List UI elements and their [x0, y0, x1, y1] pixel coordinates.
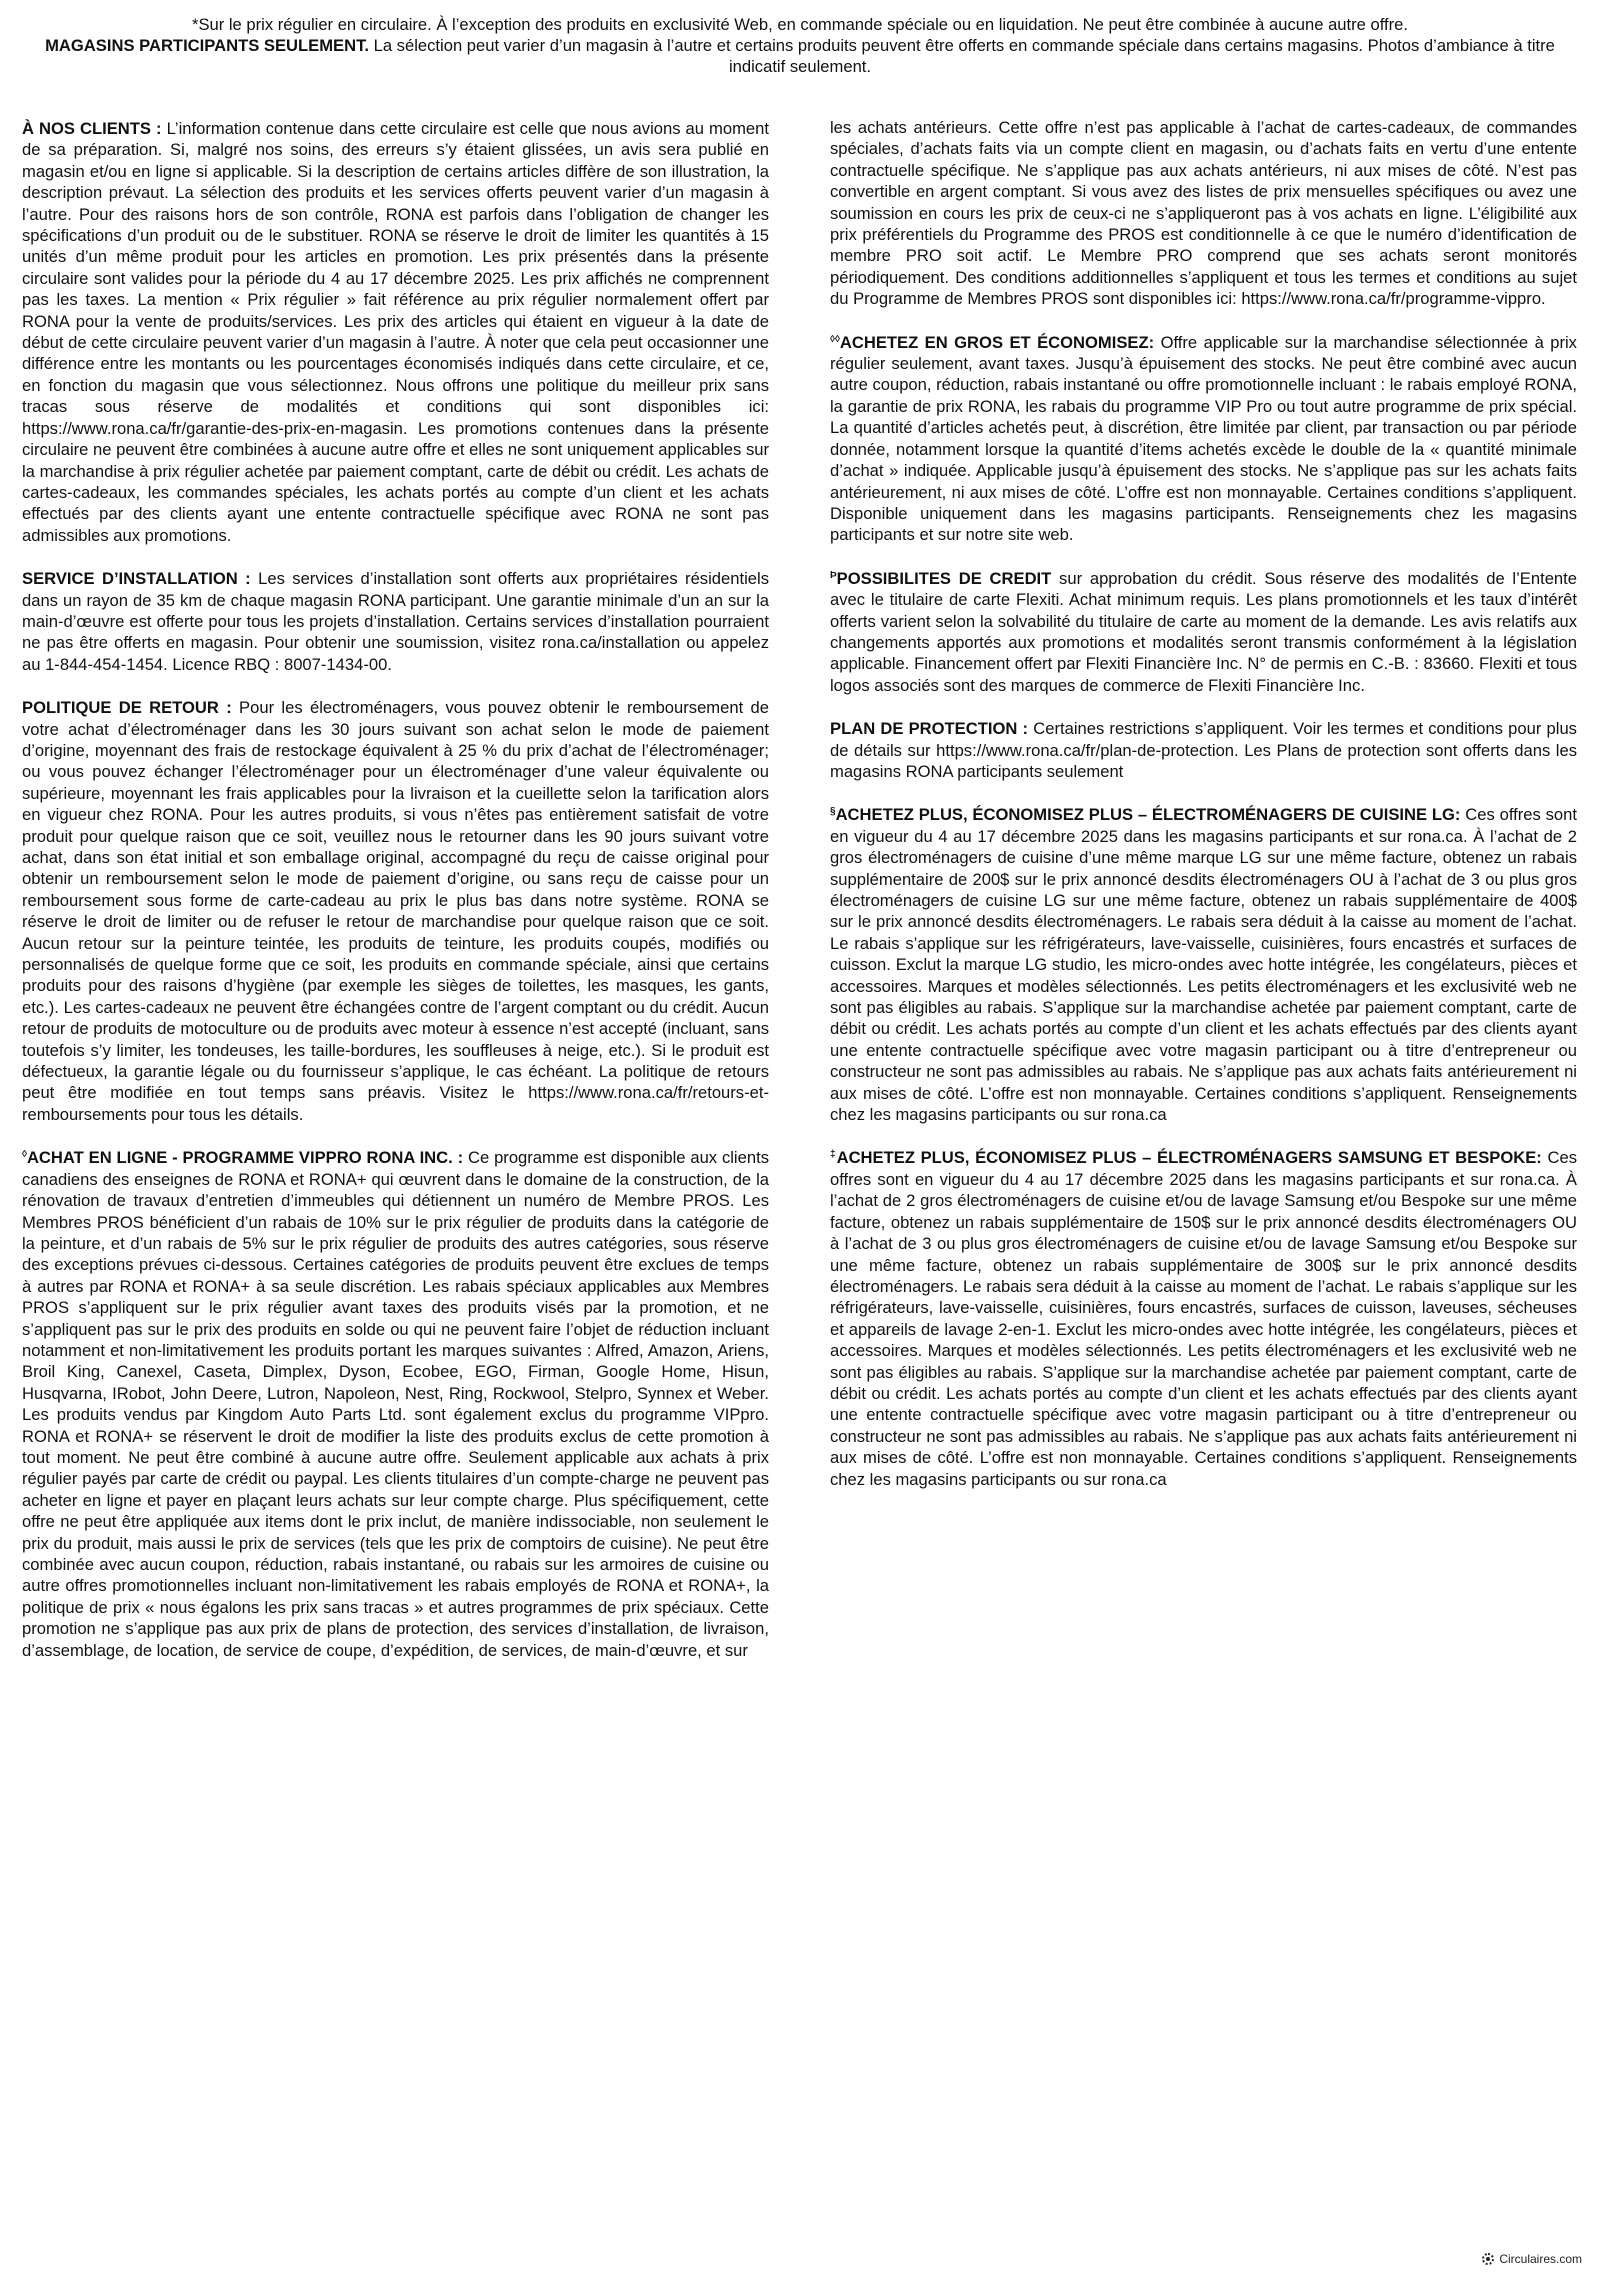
footer-brand: Circulaires.com: [1499, 2252, 1582, 2266]
footer-watermark[interactable]: [1482, 2252, 1582, 2266]
section-clients: [22, 118, 769, 546]
section-gros: [830, 332, 1577, 546]
section-retour: [22, 697, 769, 1125]
section-samsung-body: Ces offres sont en vigueur du 4 au 17 décembre 2025 dans les magasins participants et sur rona.ca. À l’achat de 2 gros électroménagers de cuisine et/ou de lavage Samsung et/ou Bespoke sur une même facture, obtenez un rabais supplémentaire de 150$ sur le prix annoncé desdits électroménagers OU à l’achat de 3 ou plus gros électroménagers de cuisine et/ou de lavage Samsung et/ou Bespoke sur une même facture, obtenez un rabais supplémentaire de 300$ sur le prix annoncé desdits électroménagers. Le rabais sera déduit à la caisse au moment de l’achat. Le rabais s’applique sur les réfrigérateurs, lave-vaisselle, cuisinières, fours encastrés, surfaces de cuisson, laveuses, sécheuses et appareils de lavage 2-en-1. Exclut les micro-ondes avec hotte intégrée, les congélateurs, pièces et accessoires. Marques et modèles sélectionnés. Les petits électroménagers et les exclusivité web ne sont pas éligibles au rabais. S’applique sur la marchandise achetée par paiement comptant, carte de débit ou crédit. Les achats portés au compte d’un client et les achats effectués par des clients ayant une entente contractuelle spécifique avec votre magasin participant ou à titre d’entrepreneur ou constructeur ne sont pas admissibles au rabais. Ne s’applique pas aux achats faits antérieurement ni aux mises de côté. L’offre est non monnayable. Certaines conditions s’appliquent. Renseignements chez les magasins participants ou sur rona.ca: [830, 1148, 1577, 1489]
gear-icon: [1482, 2253, 1494, 2265]
disclaimer-header: [40, 14, 1560, 77]
section-installation-body: Les services d’installation sont offerts aux propriétaires résidentiels dans un rayon de 35 km de chaque magasin RONA participant. Une garantie minimale d’un an sur la main-d’œuvre est offerte pour tous les projets d’installation. Certains services d’installation pourraient ne pas être offerts en magasin. Pour obtenir une soumission, visitez rona.ca/installation ou appelez au 1-844-454-1454. Licence RBQ : 8007-1434-00.: [22, 569, 769, 674]
section-gros-body: Offre applicable sur la marchandise sélectionnée à prix régulier seulement, avant taxes. Jusqu’à épuisement des stocks. Ne peut être combiné avec aucun autre coupon, réduction, rabais instantané ou offre promotionnelle incluant : le rabais employé RONA, la garantie de prix RONA, les rabais du programme VIP Pro ou tout autre programme de prix spécial. La quantité d’articles achetés peut, à discrétion, être limitée par client, par transaction ou par période donnée, notamment lorsque la quantité d’items achetés excède le double de la « quantité minimale d’achat » indiquée. Applicable jusqu’à épuisement des stocks. Ne s’applique pas sur les achats faits antérieurement, ni aux mises de côté. L’offre est non monnayable. Certaines conditions s’appliquent. Disponible uniquement dans les magasins participants. Renseignements chez les magasins participants et sur notre site web.: [830, 332, 1577, 545]
section-clients-body: L’information contenue dans cette circulaire est celle que nous avions au moment de sa préparation. Si, malgré nos soins, des erreurs s’y étaient glissées, un avis sera publié en magasin et/ou en ligne si applicable. Si la description de certains articles diffère de son illustration, la description prévaut. La sélection des produits et les services offerts peuvent varier d’un magasin à l’autre. Pour des raisons hors de son contrôle, RONA est parfois dans l’obligation de changer les spécifications d’un produit ou de le substituer. RONA se réserve le droit de limiter les quantités à 15 unités d’un même produit pour les articles en promotion. Les prix présentés dans la présente circulaire sont valides pour la période du 4 au 17 décembre 2025. Les prix affichés ne comprennent pas les taxes. La mention « Prix régulier » fait référence au prix régulier normalement offert par RONA pour la vente de produits/services. Les prix des articles qui étaient en vigueur à la date de début de cette circulaire peuvent varier d’un magasin à l’autre. À noter que cela peut occasionner une différence entre les montants ou les pourcentages économisés indiqués dans cette circulaire, et ce, en fonction du magasin que vous sélectionnez. Nous offrons une politique du meilleur prix sans tracas sous réserve de modalités et conditions qui sont disponibles ici: https://www.rona.ca/fr/garantie-des-prix-en-magasin. Les promotions contenues dans la présente circulaire ne peuvent être combinées à aucune autre offre et elles ne sont uniquement applicables sur la marchandise à prix régulier achetée par paiement comptant, carte de débit ou crédit. Les achats de cartes-cadeaux, les commandes spéciales, les achats portés au compte d’un client et les achats effectués par des clients ayant une entente contractuelle spécifique avec RONA ne sont pas admissibles aux promotions.: [22, 119, 769, 545]
section-gros-title: ACHETEZ EN GROS ET ÉCONOMISEZ:: [839, 332, 1155, 352]
section-credit-title: POSSIBILITES DE CREDIT: [836, 568, 1052, 588]
header-participants-bold: MAGASINS PARTICIPANTS SEULEMENT.: [45, 36, 369, 55]
section-vippro-title: ACHAT EN LIGNE - PROGRAMME VIPPRO RONA INC. :: [26, 1148, 464, 1168]
header-line-2-rest: La sélection peut varier d’un magasin à l’autre et certains produits peuvent être offerts en commande spéciale dans certains magasins. Photos d’ambiance à titre indicatif seulement.: [369, 36, 1555, 76]
section-retour-title: POLITIQUE DE RETOUR :: [22, 698, 232, 718]
header-line-2: [40, 35, 1560, 77]
section-vippro-continued: [830, 117, 1577, 310]
section-clients-title: À NOS CLIENTS :: [22, 119, 162, 138]
right-column: [830, 117, 1577, 1512]
section-vippro-mark: ◊: [22, 1149, 27, 1161]
section-samsung: [830, 1147, 1577, 1490]
section-lg-title: ACHETEZ PLUS, ÉCONOMISEZ PLUS – ÉLECTROMÉNAGERS DE CUISINE LG:: [835, 805, 1461, 825]
section-lg-mark: §: [830, 806, 836, 818]
section-samsung-mark: ‡: [830, 1149, 837, 1161]
section-lg: [830, 804, 1577, 1125]
section-credit-body: sur approbation du crédit. Sous réserve des modalités de l’Entente avec le titulaire de carte Flexiti. Achat minimum requis. Les plans promotionnels et les taux d’intérêt offerts varient selon la solvabilité du titulaire de carte au moment de la demande. Les avis relatifs aux changements apportés aux promotions et modalités seront transmis conformément à la législation applicable. Financement offert par Flexiti Financière Inc. N° de permis en C.-B. : 83660. Flexiti et tous logos associés sont des marques de commerce de Flexiti Financière Inc.: [830, 568, 1577, 695]
left-column: [22, 118, 769, 1683]
section-protection-title: PLAN DE PROTECTION :: [830, 719, 1029, 739]
section-samsung-title: ACHETEZ PLUS, ÉCONOMISEZ PLUS – ÉLECTROMÉNAGERS SAMSUNG ET BESPOKE:: [836, 1148, 1542, 1168]
section-protection: [830, 718, 1577, 782]
header-line-1: *Sur le prix régulier en circulaire. À l’exception des produits en exclusivité Web, en commande spéciale ou en liquidation. Ne peut être combinée à aucune autre offre.: [191, 15, 1409, 34]
section-protection-body: Certaines restrictions s’appliquent. Voir les termes et conditions pour plus de détails sur https://www.rona.ca/fr/plan-de-protection. Les Plans de protection sont offerts dans les magasins RONA participants seulement: [830, 719, 1577, 781]
section-vippro-body: Ce programme est disponible aux clients canadiens des enseignes de RONA et RONA+ qui œuvrent dans le domaine de la construction, de la rénovation de travaux d’entretien d’immeubles qui détiennent un numéro de Membre PROS. Les Membres PROS bénéficient d’un rabais de 10% sur le prix régulier de produits dans la catégorie de la peinture, et d’un rabais de 5% sur le prix régulier de produits des autres catégories, sous réserve des exceptions prévues ci-dessous. Certaines catégories de produits peuvent être exclues de temps à autres par RONA et RONA+ à sa seule discrétion. Les rabais spéciaux applicables aux Membres PROS s’appliquent sur le prix régulier avant taxes des produits visés par la promotion, et ne s’appliquent pas sur le prix des produits en solde ou qui ne peuvent faire l’objet de réduction incluant notamment et non-limitativement les produits portant les marques suivantes : Alfred, Amazon, Ariens, Broil King, Canexel, Caseta, Dimplex, Dyson, Ecobee, EGO, Firman, Google Home, Hisun, Husqvarna, IRobot, John Deere, Lutron, Napoleon, Nest, Ring, Rockwool, Stelpro, Synnex et Weber. Les produits vendus par Kingdom Auto Parts Ltd. sont également exclus du programme VIPpro. RONA et RONA+ se réservent le droit de modifier la liste des produits exclus de cette promotion à tout moment. Ne peut être combiné à aucune autre offre. Seulement applicable aux achats à prix régulier payés par carte de crédit ou paypal. Les clients titulaires d’un compte-charge ne peuvent pas acheter en ligne et payer en plaçant leurs achats sur leur compte charge. Plus spécifiquement, cette offre ne peut être appliquée aux items dont le prix inclut, de manière indissociable, non seulement le prix du produit, mais aussi le prix de services (tels que les prix de comptoirs de cuisine). Ne peut être combinée avec aucun coupon, réduction, rabais instantané, ou rabais sur les armoires de cuisine ou autre offres promotionnelles incluant non-limitativement les rabais employés de RONA et RONA+, la politique de prix « nous égalons les prix sans tracas » et autres programmes de prix spéciaux. Cette promotion ne s’applique pas aux prix de plans de protection, des services d’installation, de livraison, d’assemblage, de location, de service de coupe, d’expédition, de services, de main-d’œuvre, et sur: [22, 1148, 769, 1660]
section-credit: [830, 568, 1577, 696]
section-installation: [22, 568, 769, 675]
section-vippro-continued-body: les achats antérieurs. Cette offre n’est pas applicable à l’achat de cartes-cadeaux, de commandes spéciales, d’achats faits via un compte client en magasin, ou d’achats faits en vertu d’une entente contractuelle spécifique. Ne s’applique pas aux achats antérieurs, ni aux mises de côté. N’est pas convertible en argent comptant. Si vous avez des listes de prix mensuelles spécifiques ou avez une soumission en cours les prix de ceux-ci ne s’appliqueront pas à vos achats en ligne. L’éligibilité aux prix préférentiels du Programme des PROS est conditionnelle à ce que le numéro d’identification de membre PRO soit actif. Le Membre PRO comprend que ses achats seront monitorés périodiquement. Des conditions additionnelles s’appliquent et tous les termes et conditions au sujet du Programme de Membres PROS sont disponibles ici: https://www.rona.ca/fr/programme-vippro.: [830, 118, 1577, 309]
section-lg-body: Ces offres sont en vigueur du 4 au 17 décembre 2025 dans les magasins participants et sur rona.ca. À l’achat de 2 gros électroménagers de cuisine d’une même marque LG sur une même facture, obtenez un rabais supplémentaire de 200$ sur le prix annoncé desdits électroménagers OU à l’achat de 3 ou plus gros électroménagers de cuisine LG sur une même facture, obtenez un rabais supplémentaire de 400$ sur le prix annoncé desdits électroménagers. Le rabais sera déduit à la caisse au moment de l’achat. Le rabais s’applique sur les réfrigérateurs, lave-vaisselle, cuisinières, fours encastrés et surfaces de cuisson. Exclut la marque LG studio, les micro-ondes avec hotte intégrée, les congélateurs, pièces et accessoires. Marques et modèles sélectionnés. Les petits électroménagers et les exclusivité web ne sont pas éligibles au rabais. S’applique sur la marchandise achetée par paiement comptant, carte de débit ou crédit. Les achats portés au compte d’un client et les achats effectués par des clients ayant une entente contractuelle spécifique avec votre magasin participant ou à titre d’entrepreneur ou constructeur ne sont pas admissibles au rabais. Ne s’applique pas aux achats faits antérieurement ni aux mises de côté. L’offre est non monnayable. Certaines conditions s’appliquent. Renseignements chez les magasins participants ou sur rona.ca: [830, 805, 1577, 1125]
section-vippro: [22, 1147, 769, 1661]
section-gros-mark: ◊◊: [830, 333, 840, 345]
section-installation-title: SERVICE D’INSTALLATION :: [22, 569, 251, 589]
section-credit-mark: Þ: [830, 569, 837, 581]
section-retour-body: Pour les électroménagers, vous pouvez obtenir le remboursement de votre achat d’électroménager dans les 30 jours suivant son achat selon le mode de paiement d’origine, moyennant des frais de restockage équivalent à 25 % du prix d’achat de l’électroménager; ou vous pouvez échanger l’électroménager pour un électroménager d’une valeur équivalente ou supérieure, moyennant les frais applicables pour la livraison et la cueillette selon la tarification alors en vigueur chez RONA. Pour les autres produits, si vous n’êtes pas entièrement satisfait de votre produit pour quelque raison que ce soit, veuillez nous le retourner dans les 90 jours suivant votre achat, dans son état initial et son emballage original, accompagné du reçu de caisse original pour obtenir un remboursement selon le mode de paiement d’origine, ou sans reçu de caisse pour un remboursement sous forme de carte-cadeau au prix le plus bas dans notre système. RONA se réserve le droit de limiter ou de refuser le retour de marchandise pour quelque raison que ce soit. Aucun retour sur la peinture teintée, les produits de teinture, les produits coupés, modifiés ou personnalisés de quelque forme que ce soit, les produits en commande spéciale, ainsi que certains produits pour des raisons d’hygiène (par exemple les sièges de toilettes, les masques, les gants, etc.). Les cartes-cadeaux ne peuvent être échangées contre de l’argent comptant ou du crédit. Aucun retour de produits de motoculture ou de produits avec moteur à essence n’est accepté (incluant, sans toutefois s’y limiter, les tondeuses, les taille-bordures, les souffleuses à neige, etc.). Si le produit est défectueux, la garantie légale ou du fournisseur s’applique, le cas échéant. La politique de retours peut être modifiée en tout temps sans préavis. Visitez le https://www.rona.ca/fr/retours-et-remboursements pour tous les détails.: [22, 698, 769, 1124]
